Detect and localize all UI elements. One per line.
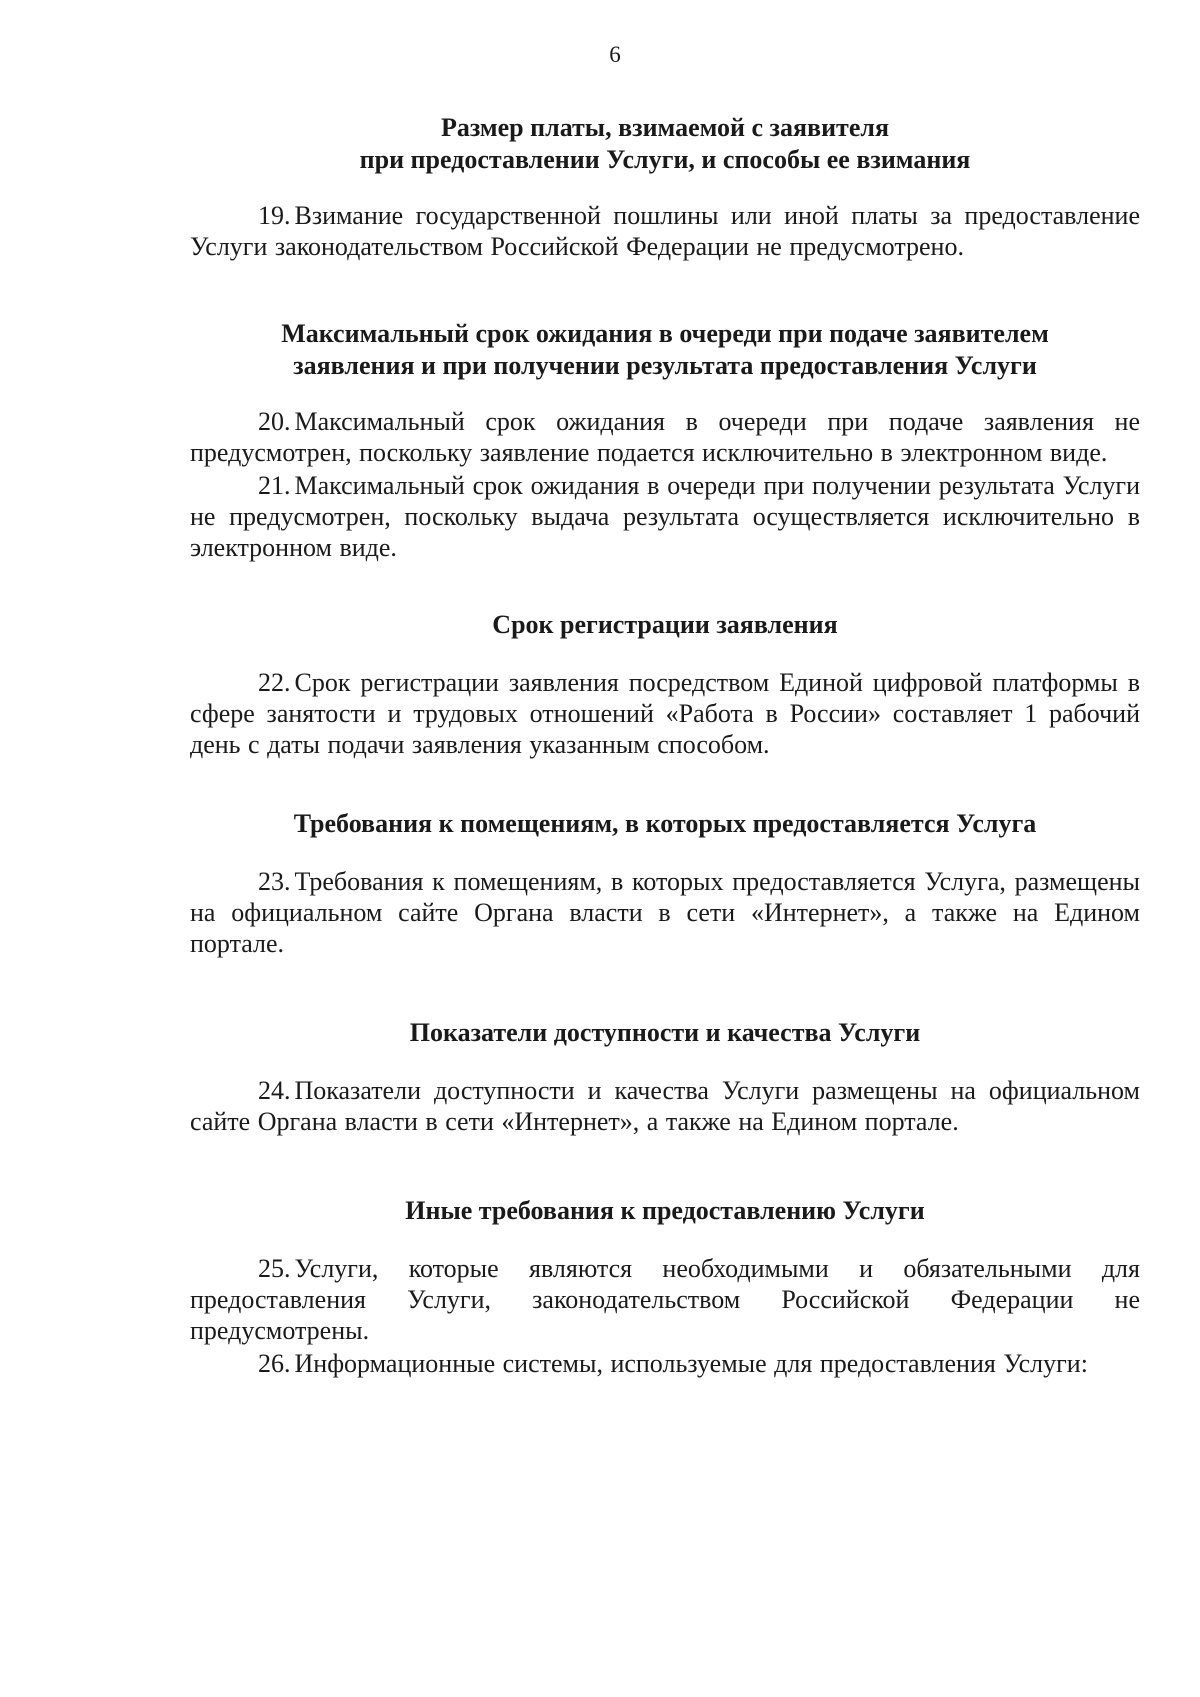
paragraph-20	[190, 406, 1140, 468]
paragraph-number: 25.	[258, 1254, 291, 1283]
paragraph-number: 21.	[258, 471, 291, 500]
section-other-requirements	[190, 1195, 1140, 1379]
section-heading	[190, 808, 1140, 840]
section-heading	[190, 318, 1140, 382]
paragraph-number: 22.	[258, 668, 291, 697]
paragraph-text: Максимальный срок ожидания в очереди при получении результата Услуги не предусмотрен, поскольку выдача результата осуществляется исключительно в электронном виде.	[190, 471, 1140, 562]
section-premises-requirements	[190, 808, 1140, 959]
heading-line: Требования к помещениям, в которых предоставляется Услуга	[293, 809, 1037, 838]
section-heading	[190, 1017, 1140, 1049]
heading-line: Иные требования к предоставлению Услуги	[405, 1196, 925, 1225]
paragraph-number: 23.	[258, 867, 291, 896]
paragraph-text: Услуги, которые являются необходимыми и обязательными для предоставления Услуги, законодательством Российской Федерации не предусмотрены.	[190, 1254, 1140, 1345]
paragraph-25	[190, 1253, 1140, 1346]
heading-line: Максимальный срок ожидания в очереди при подаче заявителем	[281, 319, 1049, 348]
section-heading	[190, 609, 1140, 641]
paragraph-26	[190, 1348, 1140, 1379]
paragraph-text: Максимальный срок ожидания в очереди при подаче заявления не предусмотрен, поскольку заявление подается исключительно в электронном виде.	[190, 407, 1140, 467]
section-heading	[190, 1195, 1140, 1227]
paragraph-text: Взимание государственной пошлины или иной платы за предоставление Услуги законодательством Российской Федерации не предусмотрено.	[190, 201, 1140, 261]
section-registration-term	[190, 609, 1140, 760]
heading-line: Показатели доступности и качества Услуги	[409, 1018, 921, 1047]
heading-line: Срок регистрации заявления	[492, 610, 838, 639]
paragraph-number: 24.	[258, 1076, 291, 1105]
paragraph-21	[190, 470, 1140, 563]
section-heading	[190, 112, 1140, 176]
paragraph-22	[190, 667, 1140, 760]
document-body	[190, 112, 1140, 1379]
paragraph-19	[190, 200, 1140, 262]
paragraph-text: Требования к помещениям, в которых предоставляется Услуга, размещены на официальном сайте Органа власти в сети «Интернет», а также на Едином портале.	[190, 867, 1140, 958]
heading-line: Размер платы, взимаемой с заявителя	[440, 113, 890, 142]
paragraph-text: Информационные системы, используемые для предоставления Услуги:	[294, 1349, 1088, 1378]
section-accessibility-quality	[190, 1017, 1140, 1137]
paragraph-text: Показатели доступности и качества Услуги размещены на официальном сайте Органа власти в сети «Интернет», а также на Едином портале.	[190, 1076, 1140, 1136]
section-payment	[190, 112, 1140, 262]
paragraph-number: 20.	[258, 407, 291, 436]
heading-line: при предоставлении Услуги, и способы ее взимания	[359, 145, 971, 174]
paragraph-24	[190, 1075, 1140, 1137]
paragraph-number: 19.	[258, 201, 291, 230]
paragraph-text: Срок регистрации заявления посредством Единой цифровой платформы в сфере занятости и трудовых отношений «Работа в России» составляет 1 рабочий день с даты подачи заявления указанным способом.	[190, 668, 1140, 759]
heading-line: заявления и при получении результата предоставления Услуги	[293, 351, 1037, 380]
page-number: 6	[609, 42, 621, 67]
section-queue-waiting	[190, 318, 1140, 563]
paragraph-23	[190, 866, 1140, 959]
paragraph-number: 26.	[258, 1349, 291, 1378]
